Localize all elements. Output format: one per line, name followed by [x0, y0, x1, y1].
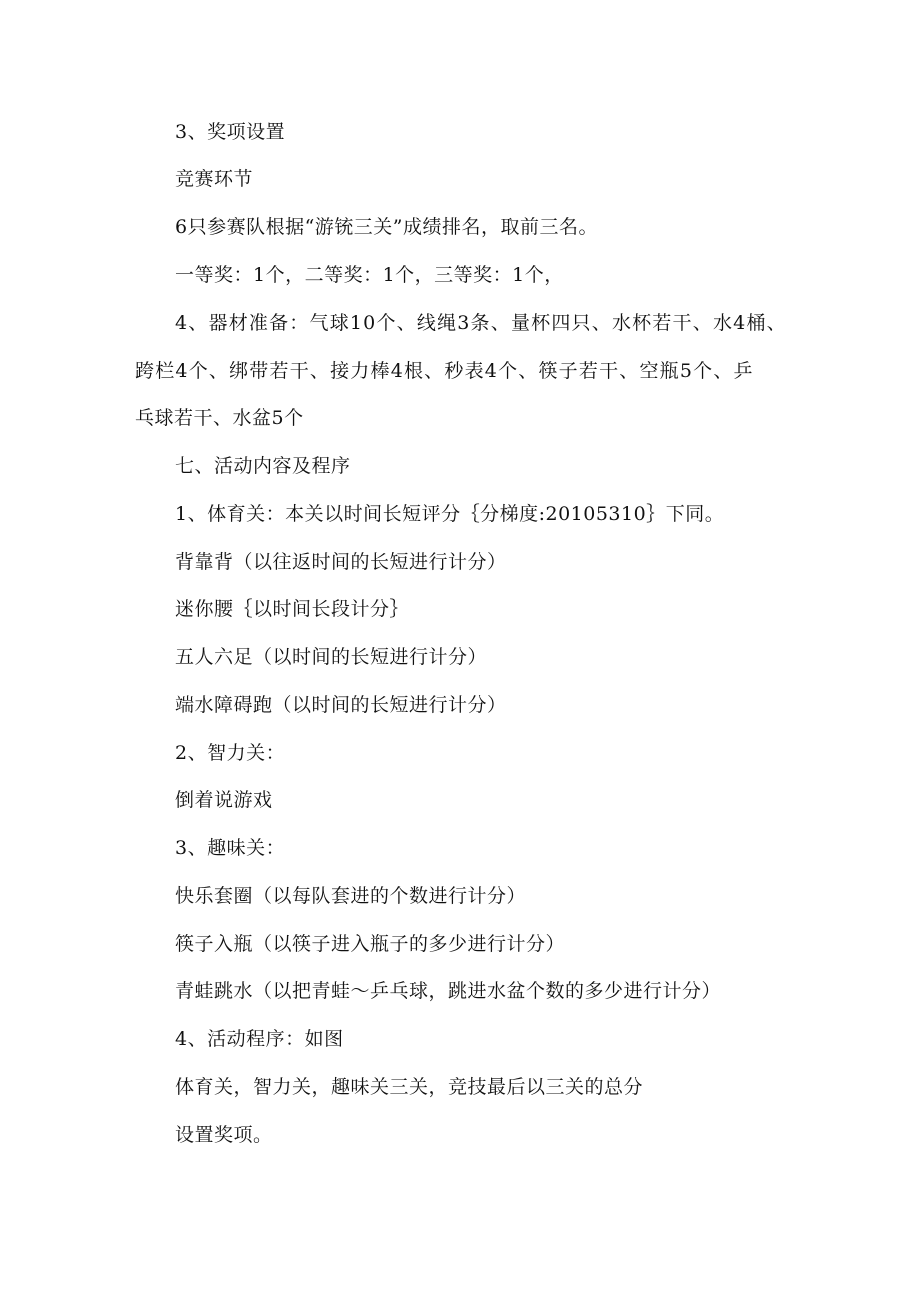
paragraph-line: 五人六足（以时间的长短进行计分）: [175, 646, 488, 668]
paragraph-line: 乓球若干、水盆5个: [135, 407, 304, 429]
paragraph-line: 筷子入瓶（以筷子进入瓶子的多少进行计分）: [175, 933, 566, 955]
paragraph-line: 4、器材准备：气球10个、线绳3条、量杯四只、水杯若干、水4桶、: [175, 312, 787, 334]
paragraph-line: 6只参赛队根据“游铳三关”成绩排名，取前三名。: [175, 216, 599, 238]
paragraph-line: 1、体育关：本关以时间长短评分｛分梯度:20105310｝下同。: [175, 503, 725, 525]
paragraph-line: 体育关，智力关，趣味关三关，竞技最后以三关的总分: [175, 1076, 644, 1098]
paragraph-line: 竞赛环节: [175, 168, 254, 190]
section-heading-activity: 七、活动内容及程序: [175, 455, 351, 477]
section-heading-awards: 3、奖项设置: [175, 121, 286, 143]
paragraph-line: 设置奖项。: [175, 1124, 273, 1146]
paragraph-line: 一等奖：1个，二等奖：1个，三等奖：1个，: [175, 264, 564, 286]
paragraph-line: 快乐套圈（以每队套进的个数进行计分）: [175, 885, 527, 907]
paragraph-line: 跨栏4个、绑带若干、接力棒4根、秒表4个、筷子若干、空瓶5个、乒: [135, 360, 754, 382]
paragraph-line: 倒着说游戏: [175, 789, 273, 811]
paragraph-line: 青蛙跳水（以把青蛙～乒乓球，跳进水盆个数的多少进行计分）: [175, 980, 722, 1002]
paragraph-line: 3、趣味关：: [175, 837, 286, 859]
paragraph-line: 背靠背（以往返时间的长短进行计分）: [175, 551, 507, 573]
paragraph-line: 4、活动程序：如图: [175, 1028, 344, 1050]
paragraph-line: 端水障碍跑（以时间的长短进行计分）: [175, 694, 507, 716]
paragraph-line: 2、智力关：: [175, 742, 286, 764]
paragraph-line: 迷你腰｛以时间长段计分｝: [175, 598, 410, 620]
